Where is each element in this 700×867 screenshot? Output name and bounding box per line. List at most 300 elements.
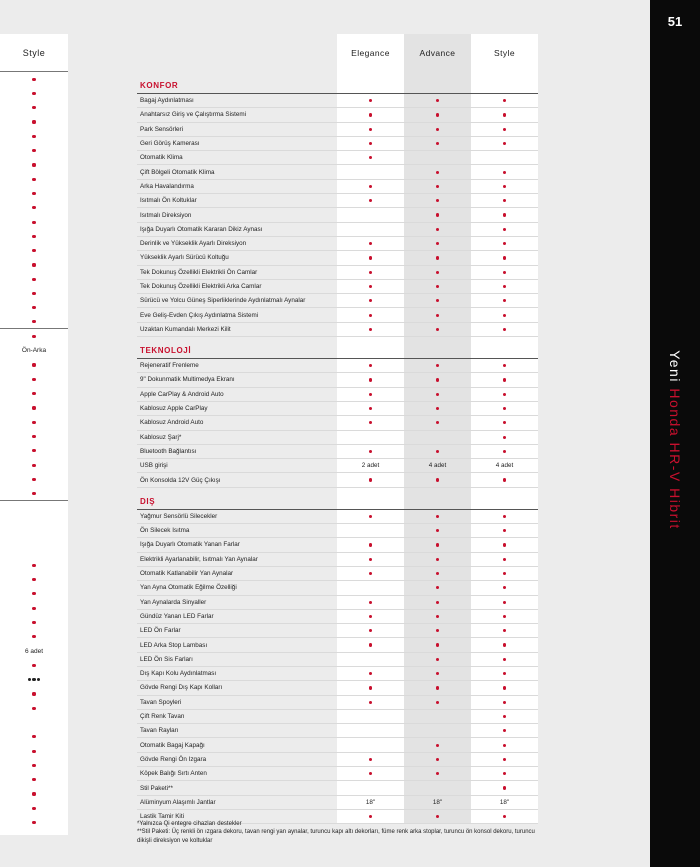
- included-dot-icon: [436, 701, 439, 704]
- spec-value: [404, 431, 471, 444]
- left-column-cells: [0, 72, 68, 844]
- spec-row: [137, 108, 538, 122]
- spec-value: [337, 510, 404, 523]
- spec-value: [471, 710, 538, 723]
- included-dot-icon: [503, 378, 506, 381]
- spec-row: [137, 194, 538, 208]
- spec-value: [404, 581, 471, 594]
- spec-value: [404, 388, 471, 401]
- spec-label: Isıtmalı Direksiyon: [140, 211, 192, 219]
- included-dot-icon: [436, 643, 439, 646]
- spec-label: Işığa Duyarlı Otomatik Yanan Farlar: [140, 541, 240, 549]
- included-dot-icon: [503, 299, 506, 302]
- included-dot-icon: [369, 393, 372, 396]
- section-header: [137, 337, 538, 359]
- spec-label: Yan Aynalarda Sinyaller: [140, 598, 207, 606]
- spec-value: [404, 137, 471, 150]
- included-dot-icon: [503, 393, 506, 396]
- left-cell: [0, 472, 68, 486]
- included-dot-icon: [503, 285, 506, 288]
- included-dot-icon: [503, 364, 506, 367]
- spec-row: [137, 767, 538, 781]
- spec-value: [337, 524, 404, 537]
- spec-value: [337, 94, 404, 107]
- included-dot-icon: [503, 615, 506, 618]
- spec-label: Alüminyum Alaşımlı Jantlar: [140, 798, 216, 806]
- color-dot-icon: [28, 678, 31, 681]
- spec-value: [337, 123, 404, 136]
- spec-row: [137, 137, 538, 151]
- spec-table-body: [137, 72, 538, 824]
- spec-value: [471, 308, 538, 321]
- spec-row: [137, 165, 538, 179]
- left-cell: [0, 672, 68, 686]
- included-dot-icon: [32, 135, 35, 138]
- included-dot-icon: [436, 142, 439, 145]
- spec-value: [337, 223, 404, 236]
- spec-label: Tavan Spoyleri: [140, 698, 182, 706]
- spec-row: [137, 738, 538, 752]
- left-cell: [0, 773, 68, 787]
- included-dot-icon: [369, 572, 372, 575]
- spec-value: [337, 237, 404, 250]
- spec-value: [404, 538, 471, 551]
- spec-value: [404, 180, 471, 193]
- left-cell: [0, 387, 68, 401]
- included-dot-icon: [32, 92, 35, 95]
- left-cell: [0, 143, 68, 157]
- spec-value: [471, 767, 538, 780]
- spec-value: [471, 94, 538, 107]
- included-dot-icon: [32, 178, 35, 181]
- left-cell: [0, 86, 68, 100]
- included-dot-icon: [32, 292, 35, 295]
- included-dot-icon: [503, 744, 506, 747]
- left-cell: [0, 429, 68, 443]
- spec-label: LED Ön Farlar: [140, 627, 181, 635]
- included-dot-icon: [503, 558, 506, 561]
- spec-value: 18": [404, 796, 471, 809]
- included-dot-icon: [32, 278, 35, 281]
- left-cell: [0, 158, 68, 172]
- included-dot-icon: [369, 772, 372, 775]
- spec-row: [137, 724, 538, 738]
- spec-row: [137, 151, 538, 165]
- spec-value: [337, 653, 404, 666]
- left-cell: [0, 258, 68, 272]
- included-dot-icon: [503, 128, 506, 131]
- included-dot-icon: [503, 185, 506, 188]
- spec-row: [137, 696, 538, 710]
- spec-label: Tek Dokunuş Özellikli Elektrikli Ön Camlar: [140, 268, 258, 276]
- spec-row: [137, 581, 538, 595]
- included-dot-icon: [503, 478, 506, 481]
- spec-value: [337, 638, 404, 651]
- spec-row: [137, 445, 538, 459]
- spec-label: LED Arka Stop Lambası: [140, 641, 208, 649]
- spec-label: Otomatik Katlanabilir Yan Aynalar: [140, 570, 234, 578]
- spec-row: [137, 796, 538, 810]
- included-dot-icon: [32, 192, 35, 195]
- included-dot-icon: [32, 735, 35, 738]
- spec-value: [404, 638, 471, 651]
- included-dot-icon: [369, 128, 372, 131]
- spec-label: Çift Bölgeli Otomatik Klima: [140, 168, 215, 176]
- included-dot-icon: [369, 601, 372, 604]
- spec-value: [404, 753, 471, 766]
- included-dot-icon: [32, 578, 35, 581]
- spec-label: USB girişi: [140, 462, 168, 470]
- spec-value: [337, 553, 404, 566]
- included-dot-icon: [32, 249, 35, 252]
- included-dot-icon: [32, 435, 35, 438]
- spec-row: [137, 610, 538, 624]
- left-cell: [0, 601, 68, 615]
- spec-label: Elektrikli Ayarlanabilir, Isıtmalı Yan Aynalar: [140, 555, 258, 563]
- left-cell: [0, 730, 68, 744]
- spec-value: [337, 294, 404, 307]
- spec-value: [337, 781, 404, 794]
- spec-value: [471, 696, 538, 709]
- left-partial-column: [0, 34, 68, 835]
- included-dot-icon: [503, 815, 506, 818]
- included-dot-icon: [436, 572, 439, 575]
- spec-value: [471, 280, 538, 293]
- included-dot-icon: [32, 621, 35, 624]
- spec-row: [137, 473, 538, 487]
- included-dot-icon: [32, 807, 35, 810]
- included-dot-icon: [436, 478, 439, 481]
- spec-value: [337, 323, 404, 336]
- included-dot-icon: [32, 378, 35, 381]
- left-cell: [0, 530, 68, 544]
- spec-value: [337, 624, 404, 637]
- footnote-wireless-charging: *Yalnızca Qi entegre cihazları destekler: [137, 821, 242, 827]
- included-dot-icon: [503, 228, 506, 231]
- included-dot-icon: [436, 558, 439, 561]
- spec-row: [137, 308, 538, 322]
- spec-value: [404, 767, 471, 780]
- included-dot-icon: [436, 601, 439, 604]
- included-dot-icon: [32, 564, 35, 567]
- included-dot-icon: [436, 772, 439, 775]
- spec-label: Otomatik Klima: [140, 154, 183, 162]
- spec-value: [404, 596, 471, 609]
- included-dot-icon: [503, 171, 506, 174]
- spec-row: [137, 553, 538, 567]
- included-dot-icon: [369, 643, 372, 646]
- spec-value: [404, 624, 471, 637]
- included-dot-icon: [32, 406, 35, 409]
- included-dot-icon: [32, 163, 35, 166]
- spec-value: [471, 388, 538, 401]
- spec-label: Bagaj Aydınlatması: [140, 97, 194, 105]
- spec-value: [404, 94, 471, 107]
- included-dot-icon: [369, 299, 372, 302]
- spec-value: [337, 416, 404, 429]
- spec-row: [137, 208, 538, 222]
- included-dot-icon: [369, 185, 372, 188]
- included-dot-icon: [32, 221, 35, 224]
- spec-value: [337, 359, 404, 372]
- included-dot-icon: [369, 615, 372, 618]
- spec-value: [471, 624, 538, 637]
- included-dot-icon: [369, 686, 372, 689]
- spec-value: 4 adet: [404, 459, 471, 472]
- left-cell: [0, 658, 68, 672]
- left-cell: [0, 787, 68, 801]
- included-dot-icon: [503, 142, 506, 145]
- spec-row: [137, 251, 538, 265]
- spec-value: [471, 137, 538, 150]
- page-number: 51: [667, 14, 683, 29]
- included-dot-icon: [503, 256, 506, 259]
- included-dot-icon: [32, 492, 35, 495]
- left-cell: [0, 558, 68, 572]
- spec-value: [337, 667, 404, 680]
- spec-value: [404, 738, 471, 751]
- column-header-advance: Advance: [404, 34, 471, 72]
- left-cell: [0, 501, 68, 515]
- left-cell: [0, 544, 68, 558]
- spec-value: [471, 431, 538, 444]
- included-dot-icon: [32, 707, 35, 710]
- spec-value: [404, 724, 471, 737]
- included-dot-icon: [503, 199, 506, 202]
- spec-value: [471, 402, 538, 415]
- included-dot-icon: [32, 635, 35, 638]
- left-cell: 6 adet: [24, 647, 44, 655]
- included-dot-icon: [32, 821, 35, 824]
- spec-label: Eve Geliş-Evden Çıkış Aydınlatma Sistemi: [140, 311, 259, 319]
- included-dot-icon: [436, 543, 439, 546]
- spec-row: [137, 123, 538, 137]
- included-dot-icon: [436, 328, 439, 331]
- spec-value: [337, 567, 404, 580]
- spec-value: [337, 266, 404, 279]
- left-cell: [0, 615, 68, 629]
- spec-row: [137, 781, 538, 795]
- spec-value: [471, 237, 538, 250]
- spec-value: [404, 445, 471, 458]
- spec-label: Kablosuz Android Auto: [140, 419, 204, 427]
- spec-value: [404, 108, 471, 121]
- spec-label: Yağmur Sensörlü Silecekler: [140, 512, 218, 520]
- left-cell: [0, 372, 68, 386]
- spec-value: [404, 781, 471, 794]
- left-cell: [0, 487, 68, 501]
- included-dot-icon: [436, 758, 439, 761]
- spec-value: [471, 123, 538, 136]
- spec-value: [404, 653, 471, 666]
- included-dot-icon: [436, 364, 439, 367]
- spec-label: Gövde Rengi Dış Kapı Kolları: [140, 684, 223, 692]
- spec-value: [337, 473, 404, 486]
- color-dot-icon: [32, 678, 35, 681]
- spec-value: [471, 359, 538, 372]
- spec-value: [337, 538, 404, 551]
- included-dot-icon: [369, 242, 372, 245]
- spec-row: [137, 538, 538, 552]
- included-dot-icon: [503, 715, 506, 718]
- spec-label: Işığa Duyarlı Otomatik Kararan Dikiz Aynası: [140, 225, 263, 233]
- included-dot-icon: [32, 449, 35, 452]
- spec-value: [404, 165, 471, 178]
- included-dot-icon: [436, 815, 439, 818]
- spec-label: Stil Paketi**: [140, 784, 173, 792]
- spec-value: [404, 373, 471, 386]
- left-cell: [0, 301, 68, 315]
- included-dot-icon: [369, 758, 372, 761]
- spec-value: [404, 567, 471, 580]
- spec-label: 9" Dokunmatik Multimedya Ekranı: [140, 376, 235, 384]
- included-dot-icon: [503, 686, 506, 689]
- left-cell: [0, 744, 68, 758]
- spec-value: [471, 323, 538, 336]
- spec-row: [137, 266, 538, 280]
- spec-label: Köpek Balığı Sırtı Anten: [140, 770, 207, 778]
- spec-value: [471, 653, 538, 666]
- included-dot-icon: [436, 199, 439, 202]
- spec-row: [137, 388, 538, 402]
- included-dot-icon: [369, 815, 372, 818]
- spec-label: Tek Dokunuş Özellikli Elektrikli Arka Camlar: [140, 283, 262, 290]
- included-dot-icon: [369, 672, 372, 675]
- spec-value: [404, 266, 471, 279]
- section-header: [137, 488, 538, 510]
- included-dot-icon: [369, 142, 372, 145]
- included-dot-icon: [503, 529, 506, 532]
- included-dot-icon: [436, 228, 439, 231]
- spec-value: [471, 738, 538, 751]
- spec-value: [337, 681, 404, 694]
- included-dot-icon: [436, 658, 439, 661]
- spec-value: [471, 753, 538, 766]
- spec-label: Anahtarsız Giriş ve Çalıştırma Sistemi: [140, 111, 247, 119]
- spec-row: [137, 373, 538, 387]
- spec-row: [137, 294, 538, 308]
- spec-row: [137, 681, 538, 695]
- included-dot-icon: [32, 464, 35, 467]
- included-dot-icon: [369, 450, 372, 453]
- included-dot-icon: [436, 113, 439, 116]
- included-dot-icon: [32, 206, 35, 209]
- included-dot-icon: [32, 106, 35, 109]
- spec-value: [404, 473, 471, 486]
- spec-label: Lastik Tamir Kiti: [140, 813, 184, 821]
- included-dot-icon: [503, 658, 506, 661]
- spec-label: Yükseklik Ayarlı Sürücü Koltuğu: [140, 254, 229, 262]
- included-dot-icon: [436, 421, 439, 424]
- spec-value: [337, 108, 404, 121]
- left-cell: [0, 630, 68, 644]
- included-dot-icon: [32, 149, 35, 152]
- included-dot-icon: [436, 378, 439, 381]
- spec-value: [404, 510, 471, 523]
- spec-value: [337, 724, 404, 737]
- spec-value: [471, 151, 538, 164]
- spec-value: [471, 294, 538, 307]
- spec-row: [137, 710, 538, 724]
- included-dot-icon: [32, 363, 35, 366]
- spec-label: Yan Ayna Otomatik Eğilme Özelliği: [140, 584, 237, 592]
- included-dot-icon: [32, 664, 35, 667]
- color-dot-icon: [37, 678, 40, 681]
- spec-label: Ön Silecek Isıtma: [140, 527, 190, 535]
- left-cell: [0, 215, 68, 229]
- included-dot-icon: [503, 572, 506, 575]
- included-dot-icon: [32, 764, 35, 767]
- included-dot-icon: [32, 78, 35, 81]
- included-dot-icon: [32, 478, 35, 481]
- left-cell: Ön-Arka: [21, 347, 47, 355]
- included-dot-icon: [503, 543, 506, 546]
- spec-row: [137, 402, 538, 416]
- left-cell: [0, 315, 68, 329]
- spec-label: Derinlik ve Yükseklik Ayarlı Direksiyon: [140, 240, 247, 248]
- left-cell: [0, 201, 68, 215]
- included-dot-icon: [369, 285, 372, 288]
- left-cell: [0, 286, 68, 300]
- spec-value: [337, 251, 404, 264]
- spec-value: [337, 581, 404, 594]
- included-dot-icon: [436, 615, 439, 618]
- spec-value: [337, 308, 404, 321]
- spec-value: [404, 208, 471, 221]
- included-dot-icon: [32, 120, 35, 123]
- left-cell: [0, 229, 68, 243]
- included-dot-icon: [32, 750, 35, 753]
- vertical-title: [667, 350, 683, 530]
- included-dot-icon: [503, 601, 506, 604]
- spec-value: [404, 323, 471, 336]
- included-dot-icon: [369, 271, 372, 274]
- spec-value: [471, 194, 538, 207]
- spec-value: [337, 151, 404, 164]
- left-cell: [0, 129, 68, 143]
- included-dot-icon: [369, 407, 372, 410]
- spec-row: [137, 323, 538, 337]
- spec-value: [337, 767, 404, 780]
- included-dot-icon: [503, 314, 506, 317]
- spec-label: Isıtmalı Ön Koltuklar: [140, 197, 197, 205]
- included-dot-icon: [503, 450, 506, 453]
- left-cell: [0, 458, 68, 472]
- spec-value: [404, 524, 471, 537]
- spec-value: [337, 610, 404, 623]
- included-dot-icon: [369, 256, 372, 259]
- spec-value: 2 adet: [337, 459, 404, 472]
- included-dot-icon: [503, 515, 506, 518]
- included-dot-icon: [369, 558, 372, 561]
- spec-value: [471, 610, 538, 623]
- included-dot-icon: [369, 156, 372, 159]
- left-cell: [0, 815, 68, 829]
- spec-label: Park Sensörleri: [140, 125, 184, 133]
- included-dot-icon: [503, 421, 506, 424]
- included-dot-icon: [503, 271, 506, 274]
- spec-value: [404, 151, 471, 164]
- spec-value: [471, 538, 538, 551]
- spec-value: [404, 194, 471, 207]
- spec-value: [471, 781, 538, 794]
- spec-value: [404, 251, 471, 264]
- spec-value: [404, 223, 471, 236]
- section-title: DIŞ: [140, 496, 156, 506]
- left-column-header: Style: [0, 34, 68, 72]
- column-header-style: Style: [471, 34, 538, 72]
- left-cell: [0, 329, 68, 343]
